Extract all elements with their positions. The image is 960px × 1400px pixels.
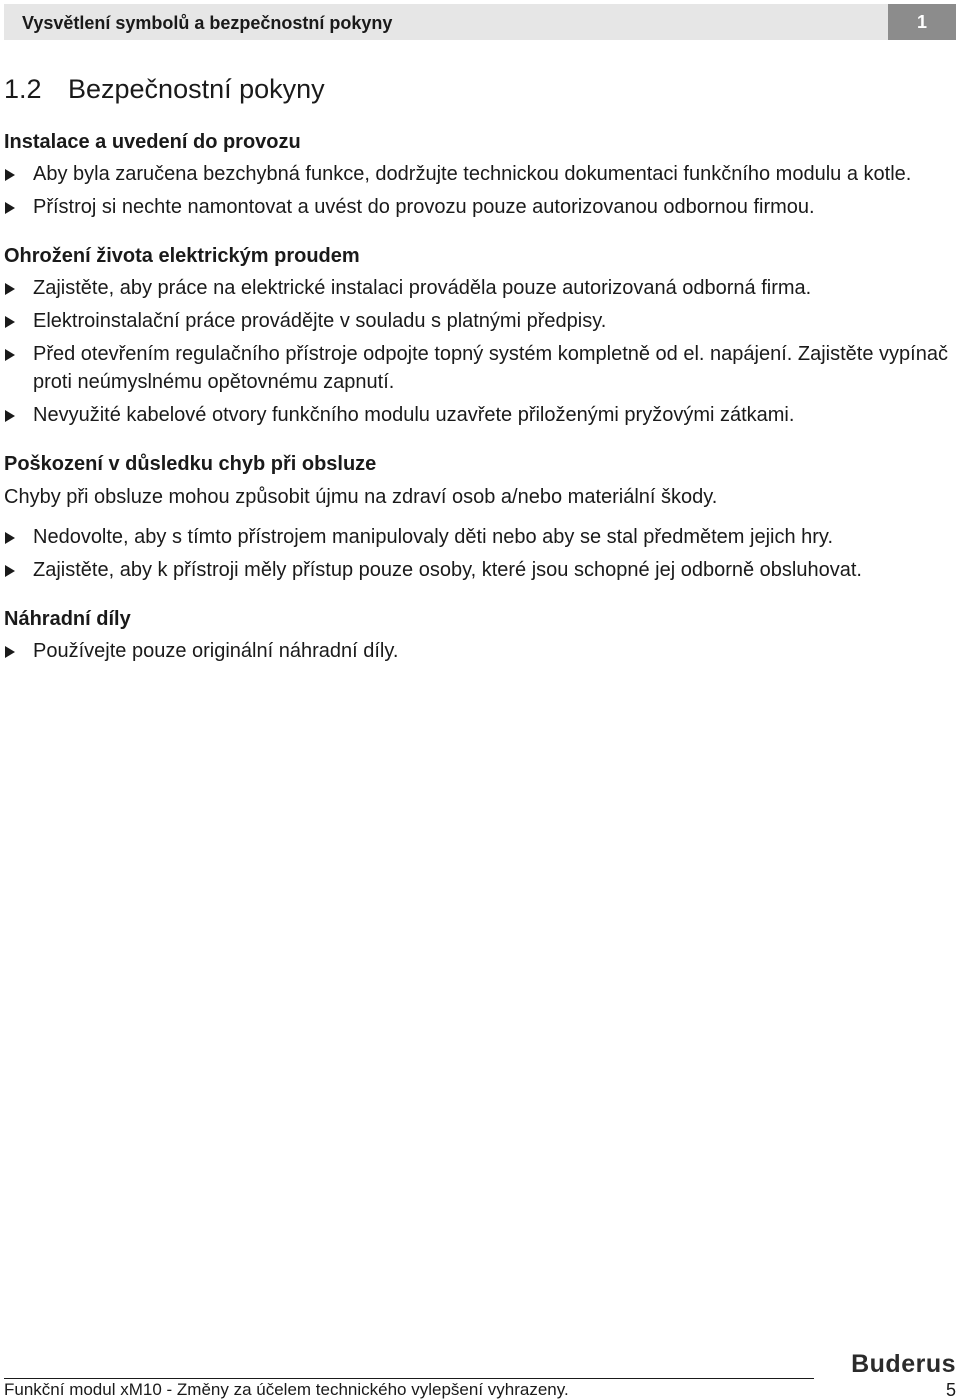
installation-list [4, 160, 956, 221]
list-item: Používejte pouze originální náhradní díly. [4, 637, 956, 665]
brand-logo: Buderus [851, 1350, 956, 1378]
page-number: 5 [945, 1380, 956, 1400]
section-number: 1.2 [4, 74, 42, 104]
operation-paragraph: Chyby při obsluze mohou způsobit újmu na zdraví osob a/nebo materiální škody. [4, 486, 718, 508]
content [4, 128, 956, 670]
bullet-arrow-icon [5, 316, 15, 328]
bullet-arrow-icon [5, 565, 15, 577]
operation-list [4, 523, 956, 584]
bullet-arrow-icon [5, 349, 15, 361]
header-title: Vysvětlení symbolů a bezpečnostní pokyny [22, 13, 393, 33]
footer-text: Funkční modul xM10 - Změny za účelem technického vylepšení vyhrazeny. [4, 1380, 569, 1399]
list-item: Nedovolte, aby s tímto přístrojem manipulovaly děti nebo aby se stal předmětem jejich hry. [4, 523, 956, 551]
list-item: Před otevřením regulačního přístroje odpojte topný systém kompletně od el. napájení. Zajistěte vypínač proti neúmyslnému opětovnému zapnutí. [4, 340, 956, 396]
operation-heading: Poškození v důsledku chyb při obsluze [4, 453, 377, 475]
list-item: Nevyužité kabelové otvory funkčního modulu uzavřete přiloženými pryžovými zátkami. [4, 401, 956, 429]
bullet-arrow-icon [5, 202, 15, 214]
bullet-arrow-icon [5, 410, 15, 422]
bullet-arrow-icon [5, 532, 15, 544]
chapter-number: 1 [888, 4, 956, 40]
list-item: Zajistěte, aby práce na elektrické instalaci prováděla pouze autorizovaná odborná firma. [4, 274, 956, 302]
list-item: Přístroj si nechte namontovat a uvést do provozu pouze autorizovanou odbornou firmou. [4, 193, 956, 221]
electrical-heading: Ohrožení života elektrickým proudem [4, 245, 360, 267]
electrical-list [4, 274, 956, 429]
bullet-arrow-icon [5, 169, 15, 181]
bullet-arrow-icon [5, 646, 15, 658]
section-heading: Bezpečnostní pokyny [68, 74, 325, 104]
list-item: Aby byla zaručena bezchybná funkce, dodržujte technickou dokumentaci funkčního modulu a kotle. [4, 160, 956, 188]
installation-heading: Instalace a uvedení do provozu [4, 131, 301, 153]
section-title [4, 72, 325, 106]
footer-divider [4, 1378, 814, 1379]
spare-parts-heading: Náhradní díly [4, 608, 131, 630]
spare-parts-list [4, 637, 956, 665]
bullet-arrow-icon [5, 283, 15, 295]
list-item: Elektroinstalační práce provádějte v souladu s platnými předpisy. [4, 307, 956, 335]
header-bar [4, 4, 888, 40]
list-item: Zajistěte, aby k přístroji měly přístup pouze osoby, které jsou schopné jej odborně obsluhovat. [4, 556, 956, 584]
